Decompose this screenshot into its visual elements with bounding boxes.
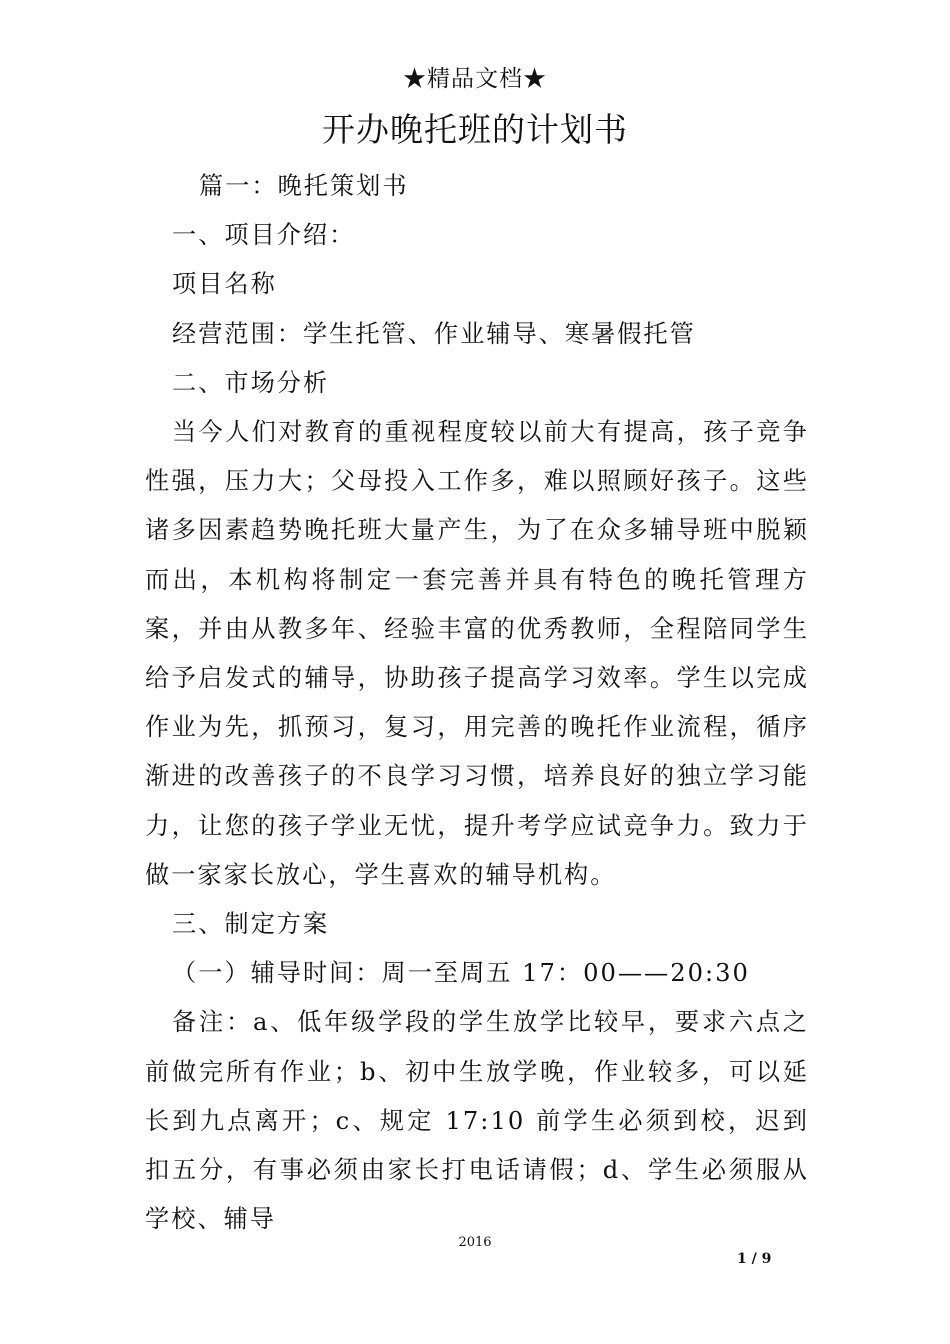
section-heading-market: 二、市场分析	[172, 368, 330, 397]
market-analysis-paragraph: 当今人们对教育的重视程度较以前大有提高，孩子竞争性强，压力大；父母投入工作多，难以照顾好孩子。这些诸多因素趋势晚托班大量产生，为了在众多辅导班中脱颖而出，本机构将制定一套完善并具有特色的晚托管理方案，并由从教多年、经验丰富的优秀教师，全程陪同学生给予启发式的辅导，协助孩子提高学习效率。学生以完成作业为先，抓预习，复习，用完善的晚托作业流程，循序渐进的改善孩子的不良学习习惯，培养良好的独立学习能力，让您的孩子学业无忧，提升考学应试竞争力。致力于做一家家长放心，学生喜欢的辅导机构。	[145, 418, 809, 889]
page-indicator: 1 / 9	[737, 1251, 772, 1267]
section-heading-intro: 一、项目介绍：	[172, 221, 356, 250]
section-heading-plan: 三、制定方案	[172, 910, 330, 939]
document-body	[145, 162, 809, 1244]
tutoring-time-line: （一）辅导时间：周一至周五 17：00——20:30	[172, 959, 750, 988]
project-name-line: 项目名称	[172, 270, 277, 299]
footer-year: 2016	[458, 1235, 492, 1250]
business-scope-line: 经营范围：学生托管、作业辅导、寒暑假托管	[172, 319, 696, 348]
document-title: 开办晚托班的计划书	[322, 110, 628, 149]
chapter-heading: 篇一：晚托策划书	[199, 172, 409, 200]
notes-paragraph: 备注：a、低年级学段的学生放学比较早，要求六点之前做完所有作业；b、初中生放学晚，作业较多，可以延长到九点离开；c、规定 17:10 前学生必须到校，迟到扣五分，有事必须由家长打电话请假；d、学生必须服从学校、辅导	[145, 1008, 809, 1234]
header-mark: ★精品文档★	[403, 66, 547, 92]
